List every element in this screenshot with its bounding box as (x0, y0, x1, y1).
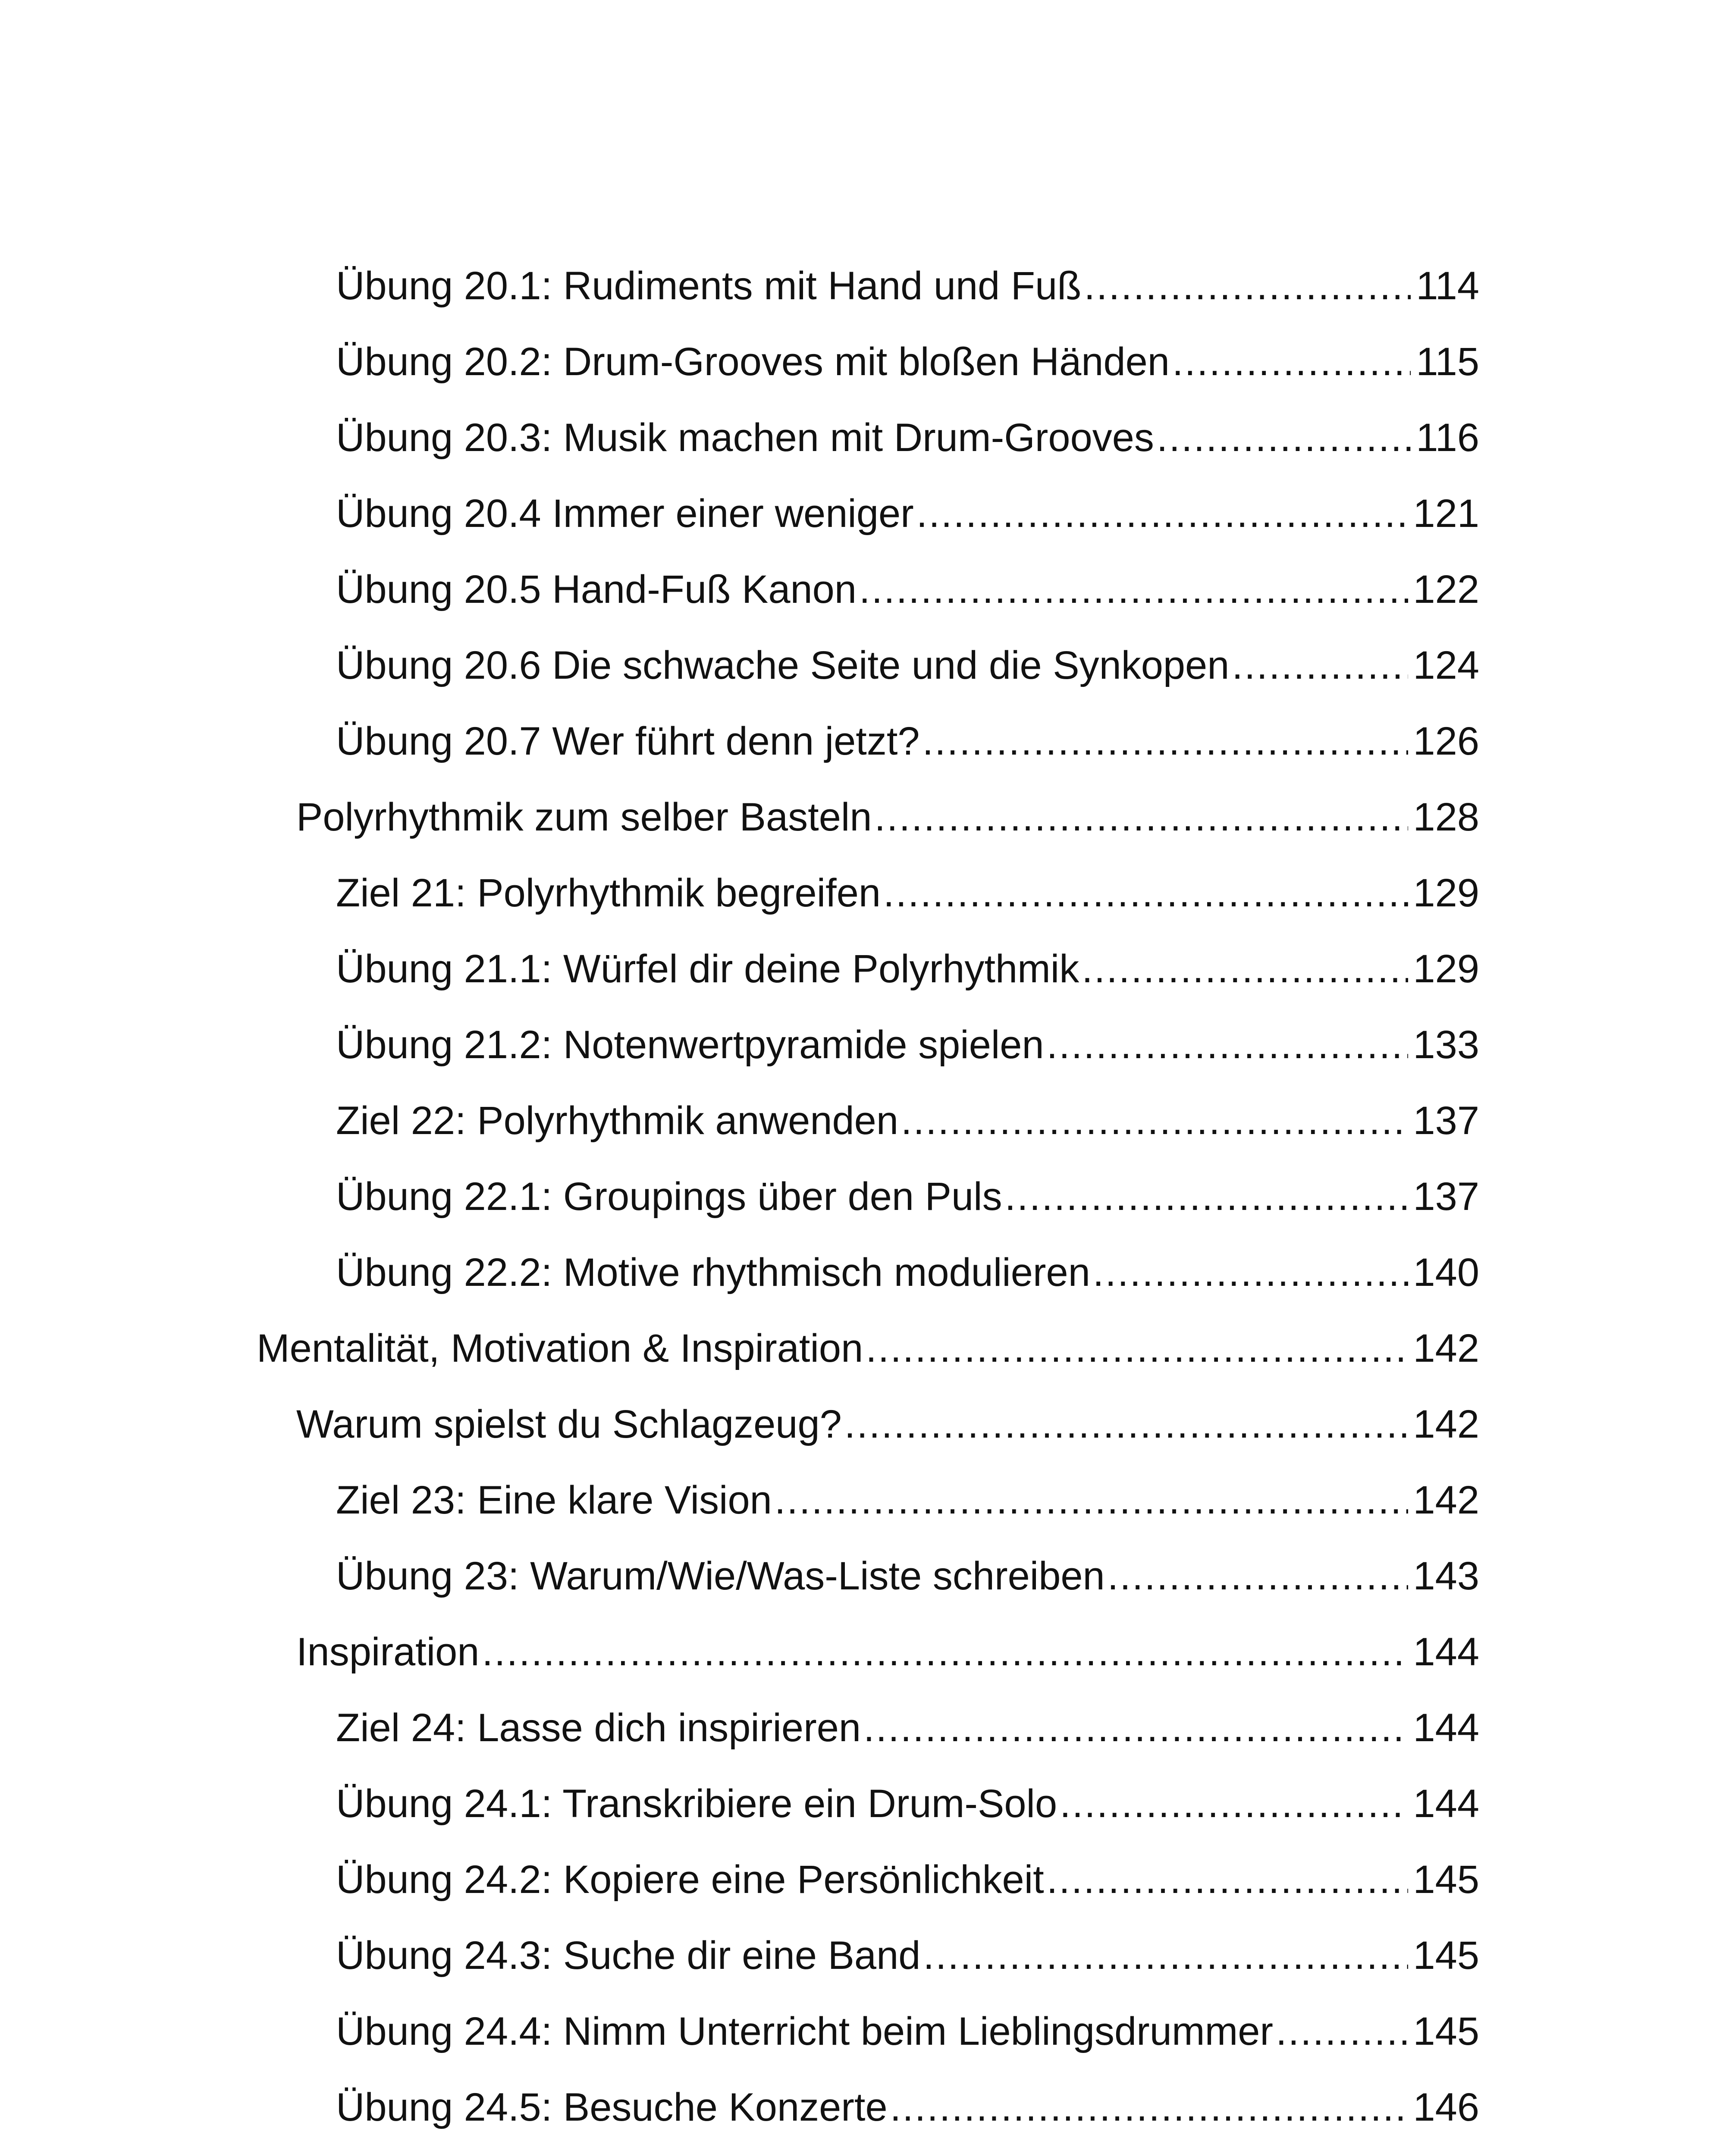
toc-entry (336, 855, 1479, 931)
toc-entry-page: 143 (1413, 1554, 1479, 1598)
toc-dot-leader (866, 1329, 1408, 1368)
toc-entry-title: Übung 24.5: Besuche Konzerte (336, 2085, 888, 2129)
toc-entry-title: Mentalität, Motivation & Inspiration (257, 1326, 863, 1370)
toc-entry (296, 1386, 1479, 1462)
toc-entry (336, 1083, 1479, 1159)
toc-entry-page: 122 (1413, 567, 1479, 611)
toc-dot-leader (775, 1480, 1408, 1520)
toc-dot-leader (482, 1632, 1408, 1672)
toc-entry (336, 2069, 1479, 2145)
toc-entry-title: Übung 23: Warum/Wie/Was-Liste schreiben (336, 1554, 1105, 1598)
toc-entry-page: 144 (1413, 1782, 1479, 1826)
toc-dot-leader (1108, 1556, 1408, 1596)
toc-entry-page: 142 (1413, 1326, 1479, 1370)
toc-entry-page: 142 (1413, 1478, 1479, 1522)
toc-dot-leader (1047, 1860, 1408, 1899)
toc-entry-title: Übung 22.1: Groupings über den Puls (336, 1175, 1002, 1219)
toc-dot-leader (1276, 2012, 1408, 2051)
toc-entry-title: Übung 20.1: Rudiments mit Hand und Fuß (336, 264, 1082, 308)
toc-entry (336, 1842, 1479, 1918)
toc-entry (336, 1993, 1479, 2069)
toc-entry-page: 146 (1413, 2085, 1479, 2129)
toc-dot-leader (1060, 1784, 1408, 1824)
toc-entry (336, 1235, 1479, 1310)
toc-entry-title: Ziel 23: Eine klare Vision (336, 1478, 772, 1522)
toc-entry-page: 126 (1413, 719, 1479, 763)
toc-entry-title: Übung 20.5 Hand-Fuß Kanon (336, 567, 857, 611)
toc-entry-page: 142 (1413, 1402, 1479, 1446)
toc-entry-title: Übung 20.3: Musik machen mit Drum-Grooves (336, 416, 1154, 460)
toc-entry-title: Übung 20.7 Wer führt denn jetzt? (336, 719, 920, 763)
toc-entry (336, 324, 1479, 400)
toc-entry-title: Übung 20.6 Die schwache Seite und die Synkopen (336, 643, 1230, 687)
toc-entry-title: Übung 21.1: Würfel dir deine Polyrhythmik (336, 947, 1079, 991)
toc-entry (336, 1007, 1479, 1083)
toc-entry-page: 137 (1413, 1099, 1479, 1143)
toc-entry (336, 1918, 1479, 1993)
toc-entry-title: Warum spielst du Schlagzeug? (296, 1402, 842, 1446)
toc-entry (296, 1614, 1479, 1690)
toc-entry (336, 931, 1479, 1007)
toc-dot-leader (1047, 1025, 1408, 1065)
toc-entry-page: 115 (1416, 340, 1479, 384)
toc-entry (336, 552, 1479, 627)
toc-entry-page: 145 (1413, 1934, 1479, 1977)
toc-dot-leader (923, 1936, 1408, 1975)
toc-entry-title: Übung 21.2: Notenwertpyramide spielen (336, 1023, 1044, 1067)
toc-entry-page: 144 (1413, 1630, 1479, 1674)
toc-entry (336, 627, 1479, 703)
toc-entry-title: Ziel 24: Lasse dich inspirieren (336, 1706, 861, 1750)
toc-entry-page: 133 (1413, 1023, 1479, 1067)
toc-entry-title: Übung 20.4 Immer einer weniger (336, 492, 914, 536)
toc-entry (336, 1766, 1479, 1842)
toc-entry-title: Übung 24.2: Kopiere eine Persönlichkeit (336, 1858, 1044, 1902)
toc-dot-leader (890, 2087, 1408, 2127)
toc-entry-page: 121 (1413, 492, 1479, 536)
toc-entry (336, 476, 1479, 552)
toc-entry (336, 703, 1479, 779)
toc-entry-page: 128 (1413, 795, 1479, 839)
toc-entry-title: Übung 22.2: Motive rhythmisch modulieren (336, 1250, 1090, 1294)
toc-dot-leader (859, 570, 1408, 609)
toc-dot-leader (916, 494, 1408, 533)
toc-dot-leader (844, 1404, 1408, 1444)
toc-entry-title: Übung 24.4: Nimm Unterricht beim Lieblingsdrummer (336, 2009, 1274, 2053)
toc-dot-leader (1082, 949, 1408, 989)
toc-entry-page: 124 (1413, 643, 1479, 687)
toc-dot-leader (922, 721, 1408, 761)
toc-entry-title: Inspiration (296, 1630, 480, 1674)
toc-dot-leader (883, 873, 1408, 913)
toc-entry (336, 1690, 1479, 1766)
toc-entry-page: 116 (1416, 416, 1479, 460)
toc-entry-title: Polyrhythmik zum selber Basteln (296, 795, 872, 839)
toc-dot-leader (901, 1101, 1408, 1141)
toc-entry-page: 114 (1416, 264, 1479, 308)
toc-entry (336, 400, 1479, 476)
toc-entry-title: Übung 24.1: Transkribiere ein Drum-Solo (336, 1782, 1057, 1826)
toc-dot-leader (1157, 418, 1411, 458)
toc-dot-leader (1005, 1177, 1408, 1216)
toc-entry-page: 145 (1413, 1858, 1479, 1902)
toc-dot-leader (1093, 1253, 1408, 1292)
toc-dot-leader (875, 797, 1408, 837)
toc-entry-page: 140 (1413, 1250, 1479, 1294)
toc-dot-leader (1084, 266, 1411, 306)
toc-entry (336, 1159, 1479, 1235)
toc-entry-page: 129 (1413, 947, 1479, 991)
toc-entry-title: Ziel 22: Polyrhythmik anwenden (336, 1099, 898, 1143)
toc-dot-leader (1172, 342, 1411, 382)
toc-entry (296, 779, 1479, 855)
toc-entry-page: 144 (1413, 1706, 1479, 1750)
toc-entry-title: Übung 20.2: Drum-Grooves mit bloßen Händen (336, 340, 1170, 384)
toc-entry-title: Übung 24.3: Suche dir eine Band (336, 1934, 921, 1977)
toc-entry (336, 1538, 1479, 1614)
toc-entry (336, 248, 1479, 324)
toc-entry-page: 145 (1413, 2009, 1479, 2053)
toc-entry (257, 1310, 1479, 1386)
toc-dot-leader (1232, 646, 1408, 685)
toc-entry-page: 137 (1413, 1175, 1479, 1219)
toc-entry-title: Ziel 21: Polyrhythmik begreifen (336, 871, 881, 915)
toc-entry (336, 1462, 1479, 1538)
toc-entry-page: 129 (1413, 871, 1479, 915)
toc-dot-leader (863, 1708, 1408, 1748)
